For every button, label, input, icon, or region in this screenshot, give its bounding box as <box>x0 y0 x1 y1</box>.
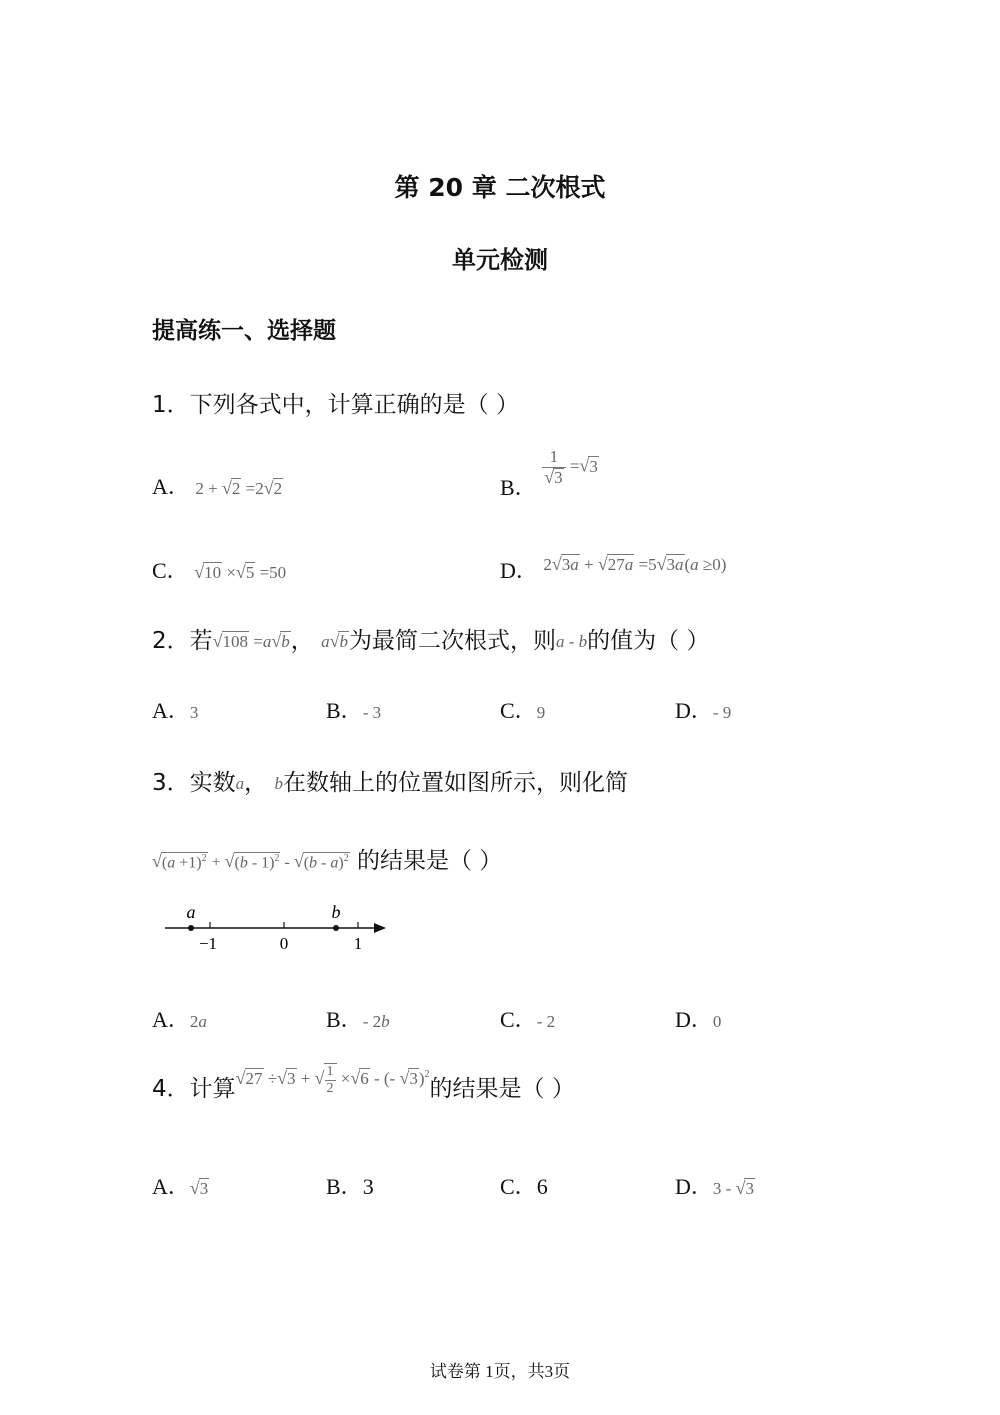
question-2-stem <box>152 622 709 655</box>
option-label: B． <box>326 1007 363 1032</box>
option-label: B． <box>500 474 537 500</box>
math-formula: 3 - √3 <box>712 1178 754 1199</box>
option-label: C． <box>500 698 537 723</box>
math-variable-b: b <box>274 773 283 793</box>
q4-option-c[interactable] <box>500 1170 548 1201</box>
option-label: D． <box>500 558 538 583</box>
q3-text: 在数轴上的位置如图所示，则化简 <box>282 770 628 796</box>
q2-suffix: 的值为（ ） <box>587 628 710 654</box>
q3-prefix: 3．实数 <box>152 770 236 796</box>
q4-prefix: 4．计算 <box>152 1076 236 1102</box>
unit-subtitle: 单元检测 <box>452 246 548 274</box>
q2-option-a[interactable] <box>152 694 198 725</box>
math-formula: √108 =a√b <box>212 631 290 651</box>
math-variable-a: a <box>235 773 245 793</box>
q3-option-b[interactable] <box>326 1003 390 1034</box>
option-label: A． <box>152 474 190 499</box>
chapter-title: 第 20 章 二次根式 <box>394 173 606 202</box>
math-formula: - 3 <box>362 702 382 722</box>
q1-option-a[interactable] <box>152 470 283 501</box>
question-3-expression-line <box>152 842 502 875</box>
q3-suffix: 的结果是（ ） <box>357 848 503 874</box>
question-3-stem <box>152 764 628 797</box>
math-formula: √10 ×√5 =50 <box>194 562 287 583</box>
question-4-stem <box>152 1064 575 1106</box>
q1-option-c[interactable] <box>152 554 286 585</box>
math-formula: 2√3a + √27a =5√3a(a ≥0) <box>543 554 727 575</box>
math-formula: 0 <box>712 1011 722 1031</box>
q1-option-b[interactable] <box>500 447 599 500</box>
number-line-figure <box>160 898 400 960</box>
option-label: A． <box>152 1174 190 1199</box>
math-formula: 9 <box>536 702 546 722</box>
tick-label: 1 <box>353 934 363 953</box>
math-formula: - 9 <box>712 702 732 722</box>
math-formula: - 2b <box>362 1011 390 1031</box>
option-label: A． <box>152 698 190 723</box>
q1-option-d[interactable] <box>500 554 726 585</box>
math-formula: √3 <box>189 1178 209 1199</box>
q4-suffix: 的结果是（ ） <box>429 1076 575 1102</box>
q2-prefix: 2．若 <box>152 628 213 654</box>
math-formula: √27 ÷√3 + √ $\frac{1}{2}$ ×√6 - (- √3)$^2$ <box>235 1064 430 1096</box>
page-footer: 试卷第 1页，共3页 <box>429 1362 571 1381</box>
math-formula: 3 <box>189 702 199 722</box>
question-1-stem: 1．下列各式中，计算正确的是（ ） <box>152 392 519 418</box>
option-label: C． <box>500 1174 537 1199</box>
option-label: D． <box>675 698 713 723</box>
tick-label: −1 <box>198 934 218 953</box>
math-formula: $√(a +1)^2 + √(b - 1)^2 - √(b - a)^2$ <box>152 851 349 871</box>
tick-label: 0 <box>279 934 289 953</box>
math-formula: $\frac{1}{√3}$ =√3 <box>544 447 598 487</box>
option-label: D． <box>675 1174 713 1199</box>
q4-option-d[interactable] <box>675 1170 755 1201</box>
label-a: a <box>186 902 196 922</box>
math-formula: 2a <box>189 1011 207 1031</box>
comma: ， <box>290 628 314 654</box>
option-label: C． <box>500 1007 537 1032</box>
section-heading: 提高练一、选择题 <box>152 318 336 344</box>
label-b: b <box>331 902 341 922</box>
q4-option-b[interactable] <box>326 1170 374 1201</box>
q3-option-a[interactable] <box>152 1003 207 1034</box>
q2-option-d[interactable] <box>675 694 731 725</box>
q2-option-b[interactable] <box>326 694 381 725</box>
option-label: B． <box>326 1174 363 1199</box>
option-label: B． <box>326 698 363 723</box>
point-b <box>333 925 339 931</box>
math-formula: a√b <box>321 631 348 651</box>
math-formula: a - b <box>555 631 588 651</box>
q3-option-c[interactable] <box>500 1003 555 1034</box>
option-label: C． <box>152 558 189 583</box>
q2-option-c[interactable] <box>500 694 545 725</box>
q3-option-d[interactable] <box>675 1003 721 1034</box>
comma: ， <box>244 770 268 796</box>
q4-option-a[interactable] <box>152 1170 209 1201</box>
point-a <box>188 925 194 931</box>
option-label: D． <box>675 1007 713 1032</box>
math-formula: - 2 <box>536 1011 556 1031</box>
option-text: 6 <box>536 1174 548 1199</box>
option-label: A． <box>152 1007 190 1032</box>
q2-mid-text: 为最简二次根式，则 <box>348 628 556 654</box>
option-text: 3 <box>362 1174 374 1199</box>
arrow-icon <box>374 923 386 933</box>
math-formula: 2 + √2 =2√2 <box>195 478 283 499</box>
